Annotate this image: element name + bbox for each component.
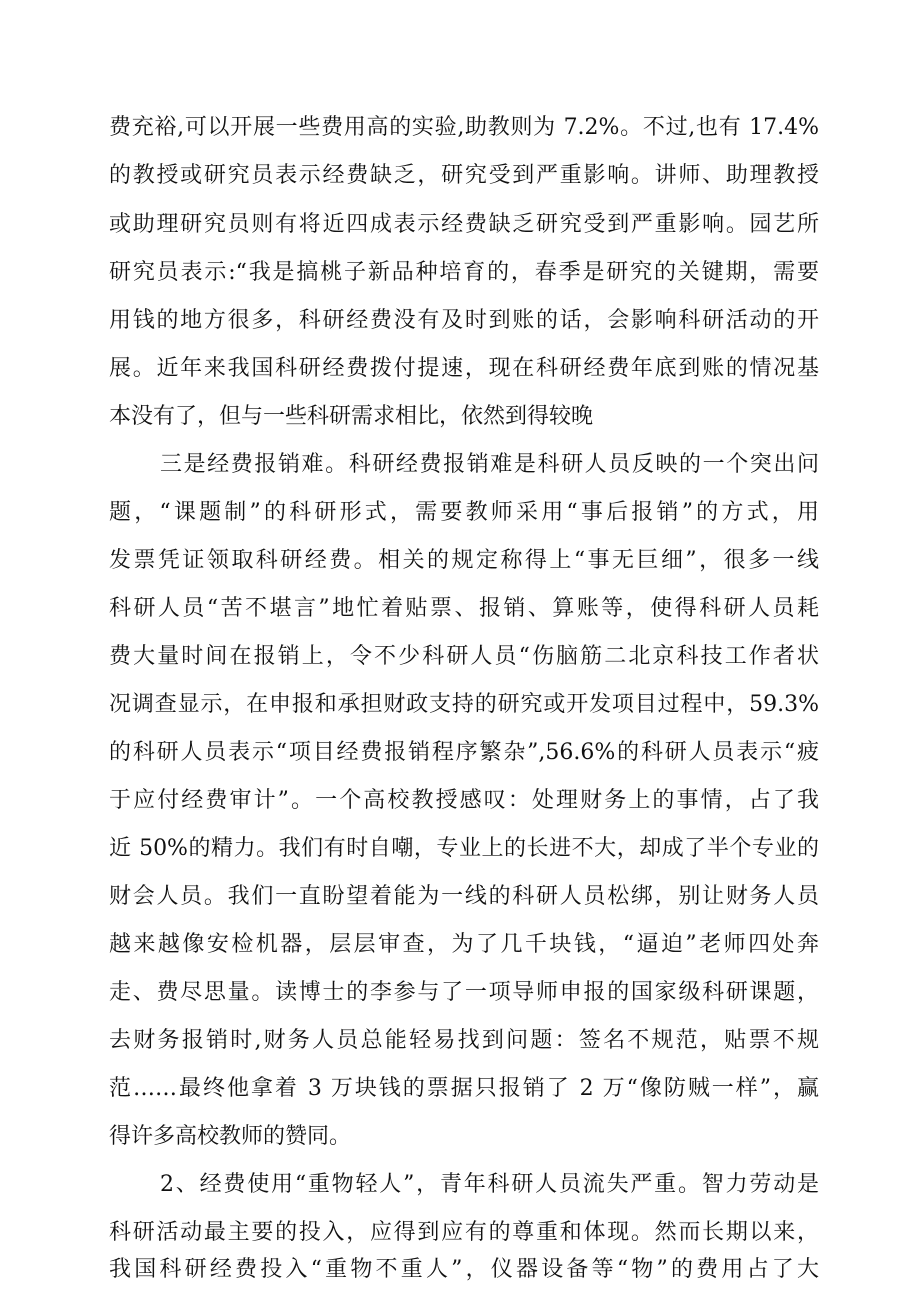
paragraph-2-line-9: 近 50%的精力。我们有时自嘲，专业上的长进不大，却成了半个专业的 xyxy=(109,836,819,861)
paragraph-2-line-12: 走、费尽思量。读博士的李参与了一项导师申报的国家级科研课题， xyxy=(109,980,819,1005)
paragraph-3-line-3: 我国科研经费投入“重物不重人”，仪器设备等“物”的费用占了大 xyxy=(109,1257,819,1282)
paragraph-1-line-2: 的教授或研究员表示经费缺乏，研究受到严重影响。讲师、助理教授 xyxy=(109,163,819,188)
paragraph-2-line-2: 题，“课题制”的科研形式，需要教师采用“事后报销”的方式，用 xyxy=(109,500,819,525)
paragraph-2-line-5: 费大量时间在报销上，令不少科研人员“伤脑筋二北京科技工作者状 xyxy=(109,644,819,669)
paragraph-2-line-15: 得许多高校教师的赞同。 xyxy=(109,1124,352,1149)
paragraph-1-line-7: 本没有了，但与一些科研需求相比，依然到得较晚 xyxy=(109,404,594,429)
paragraph-1-line-1: 费充裕,可以开展一些费用高的实验,助教则为 7.2%。不过,也有 17.4% xyxy=(109,115,819,140)
paragraph-2-line-4: 科研人员“苦不堪言”地忙着贴票、报销、算账等，使得科研人员耗 xyxy=(109,596,819,621)
paragraph-2-line-8: 于应付经费审计”。一个高校教授感叹：处理财务上的事情，占了我 xyxy=(109,788,819,813)
paragraph-2-line-11: 越来越像安检机器，层层审查，为了几千块钱，“逼迫”老师四处奔 xyxy=(109,932,819,957)
paragraph-1-line-6: 展。近年来我国科研经费拨付提速，现在科研经费年底到账的情况基 xyxy=(109,356,819,381)
paragraph-3-line-2: 科研活动最主要的投入，应得到应有的尊重和体现。然而长期以来， xyxy=(109,1220,819,1245)
paragraph-3-line-1: 2、经费使用“重物轻人”，青年科研人员流失严重。智力劳动是 xyxy=(160,1172,819,1197)
paragraph-1-line-5: 用钱的地方很多，科研经费没有及时到账的话，会影响科研活动的开 xyxy=(109,308,819,333)
paragraph-2-line-6: 况调查显示，在申报和承担财政支持的研究或开发项目过程中，59.3% xyxy=(109,692,819,717)
paragraph-2-line-1: 三是经费报销难。科研经费报销难是科研人员反映的一个突出问 xyxy=(160,452,819,477)
paragraph-1-line-4: 研究员表示:“我是搞桃子新品种培育的，春季是研究的关键期，需要 xyxy=(109,260,819,285)
paragraph-2-line-7: 的科研人员表示“项目经费报销程序繁杂”,56.6%的科研人员表示“疲 xyxy=(109,740,819,765)
paragraph-2-line-14: 范……最终他拿着 3 万块钱的票据只报销了 2 万“像防贼一样”，赢 xyxy=(109,1076,819,1101)
paragraph-2-line-13: 去财务报销时,财务人员总能轻易找到问题：签名不规范，贴票不规 xyxy=(109,1028,819,1053)
paragraph-1-line-3: 或助理研究员则有将近四成表示经费缺乏研究受到严重影响。园艺所 xyxy=(109,212,819,237)
paragraph-2-line-10: 财会人员。我们一直盼望着能为一线的科研人员松绑，别让财务人员 xyxy=(109,884,819,909)
paragraph-2-line-3: 发票凭证领取科研经费。相关的规定称得上“事无巨细”，很多一线 xyxy=(109,548,819,573)
